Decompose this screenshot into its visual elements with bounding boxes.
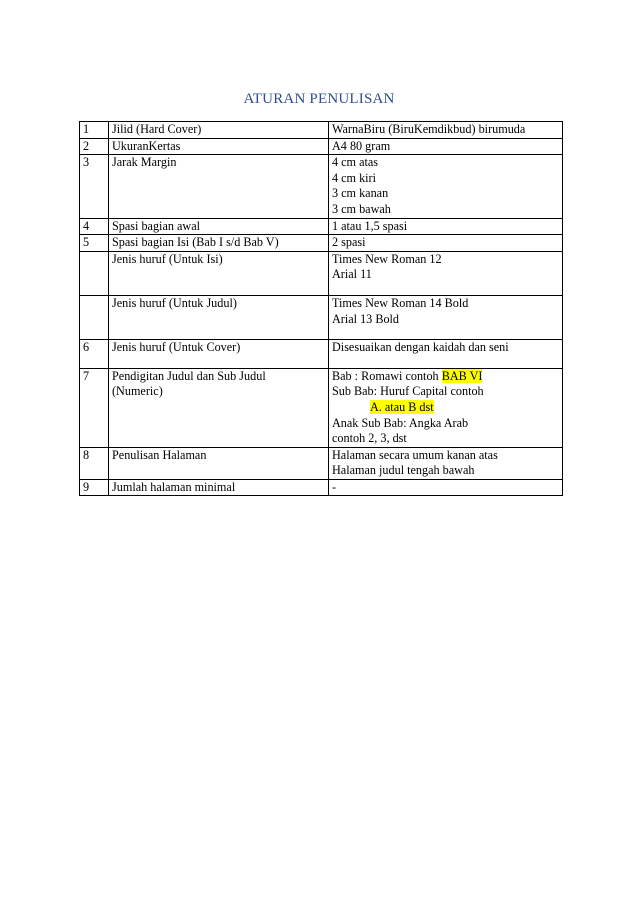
highlighted-text: A. atau B dst [370, 399, 434, 414]
rule-item: UkuranKertas [109, 138, 329, 155]
rule-item: Penulisan Halaman [109, 447, 329, 479]
table-row [80, 138, 563, 155]
row-number [80, 295, 109, 339]
rule-value: Times New Roman 12 Arial 11 [329, 251, 563, 295]
row-number: 4 [80, 218, 109, 235]
row-number: 5 [80, 235, 109, 252]
rule-item: Jenis huruf (Untuk Isi) [109, 251, 329, 295]
row-number: 7 [80, 368, 109, 447]
rule-value: - [329, 479, 563, 496]
row-number: 2 [80, 138, 109, 155]
rule-value: 4 cm atas 4 cm kiri 3 cm kanan 3 cm bawah [329, 155, 563, 218]
table-row [80, 218, 563, 235]
rule-value: Disesuaikan dengan kaidah dan seni [329, 340, 563, 369]
table-row [80, 368, 563, 447]
rule-value: A4 80 gram [329, 138, 563, 155]
table-row [80, 295, 563, 339]
rule-value: Times New Roman 14 Bold Arial 13 Bold [329, 295, 563, 339]
table-row [80, 479, 563, 496]
row-number: 3 [80, 155, 109, 218]
rule-value: WarnaBiru (BiruKemdikbud) birumuda [329, 122, 563, 139]
row-number: 8 [80, 447, 109, 479]
table-row [80, 340, 563, 369]
table-row [80, 235, 563, 252]
row-number: 6 [80, 340, 109, 369]
table-row [80, 447, 563, 479]
rule-item: Pendigitan Judul dan Sub Judul (Numeric) [109, 368, 329, 447]
table-row [80, 155, 563, 218]
rule-value: Halaman secara umum kanan atas Halaman judul tengah bawah [329, 447, 563, 479]
rule-value: Bab : Romawi contoh BAB VI Sub Bab: Huruf Capital contoh A. atau B dst Anak Sub Bab: Angka Arab contoh 2, 3, dst [329, 368, 563, 447]
rule-item: Spasi bagian awal [109, 218, 329, 235]
rules-table [79, 121, 563, 496]
rule-item: Jarak Margin [109, 155, 329, 218]
rule-item: Jenis huruf (Untuk Cover) [109, 340, 329, 369]
rule-value: 2 spasi [329, 235, 563, 252]
row-number: 1 [80, 122, 109, 139]
document-title: ATURAN PENULISAN [243, 91, 395, 107]
table-row [80, 122, 563, 139]
rule-value: 1 atau 1,5 spasi [329, 218, 563, 235]
row-number [80, 251, 109, 295]
rule-item: Jenis huruf (Untuk Judul) [109, 295, 329, 339]
rule-item: Jilid (Hard Cover) [109, 122, 329, 139]
rule-item: Spasi bagian Isi (Bab I s/d Bab V) [109, 235, 329, 252]
row-number: 9 [80, 479, 109, 496]
highlighted-text: BAB VI [441, 368, 483, 383]
table-row [80, 251, 563, 295]
rule-item: Jumlah halaman minimal [109, 479, 329, 496]
